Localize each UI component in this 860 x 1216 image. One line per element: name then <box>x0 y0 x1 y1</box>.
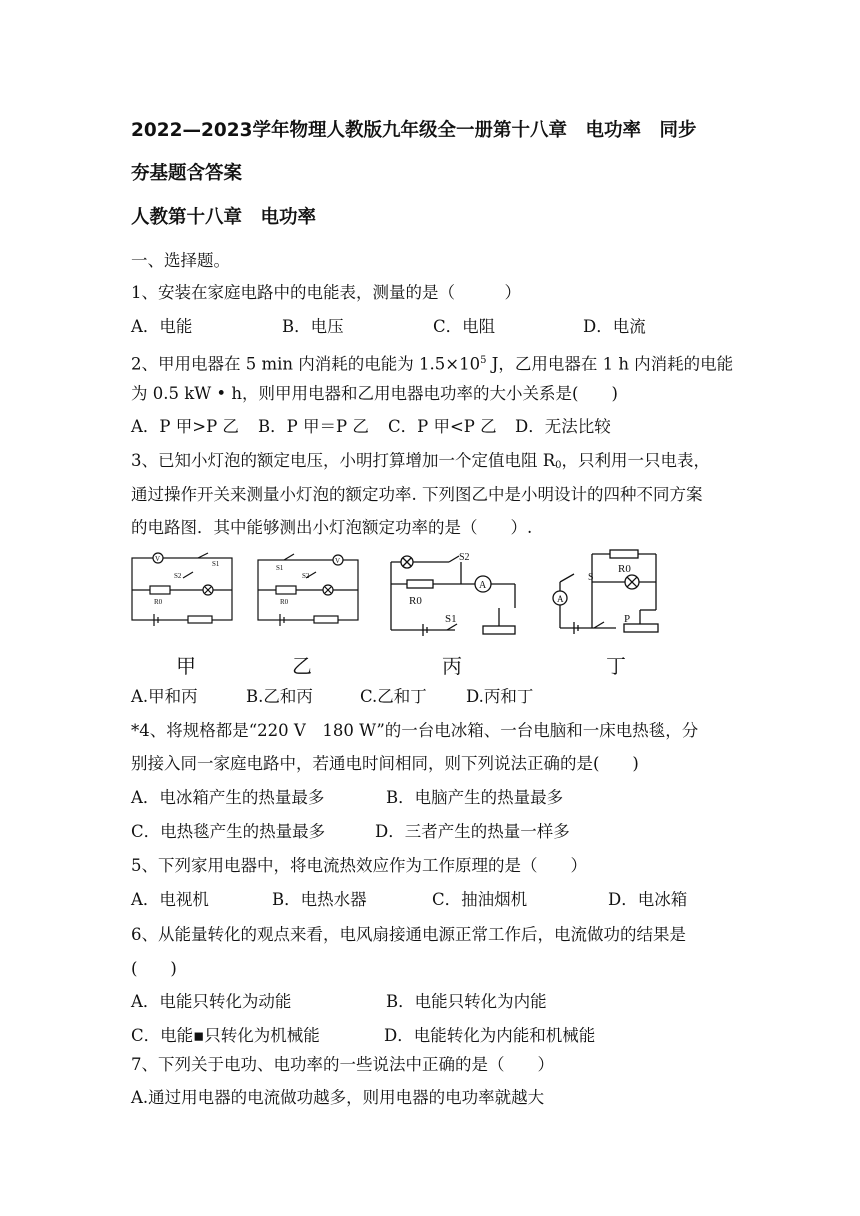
q2-stem-part: J，乙用电器在 1 h 内消耗的电能 <box>486 354 734 374</box>
q6-option-b: B．电能只转化为内能 <box>386 992 547 1011</box>
question-4-stem-line1: *4、将规格都是“220 V 180 W”的一台电冰箱、一台电脑和一床电热毯，分 <box>131 721 699 740</box>
q1-option-d: D．电流 <box>583 317 646 336</box>
q2-option-d: D．无法比较 <box>515 417 611 436</box>
q1-option-a: A．电能 <box>131 317 193 336</box>
circuit-diagram-ding <box>548 548 668 640</box>
part-heading: 一、选择题。 <box>131 251 230 270</box>
figure-label-bing: 丙 <box>442 654 462 678</box>
switch-label: S1 <box>445 613 457 625</box>
slider-label: P <box>624 613 631 625</box>
question-5-stem: 5、下列家用电器中，将电流热效应作为工作原理的是（ ） <box>131 856 587 875</box>
voltmeter-label: V <box>155 555 161 563</box>
switch-label: S <box>588 572 594 583</box>
switch-label: S2 <box>302 572 310 580</box>
q4-option-b: B．电脑产生的热量最多 <box>386 788 564 807</box>
circuit-yi-svg <box>254 548 364 628</box>
question-6-stem-line2: ( ) <box>131 959 177 978</box>
q2-option-b: B．P 甲＝P 乙 <box>258 417 369 436</box>
q6-option-c: C．电能▪只转化为机械能 <box>131 1026 320 1045</box>
figure-label-ding: 丁 <box>606 654 626 678</box>
question-4-stem-line2: 别接入同一家庭电路中，若通电时间相同，则下列说法正确的是( ) <box>131 754 639 773</box>
q7-option-a: A.通过用电器的电流做功越多，则用电器的电功率就越大 <box>131 1088 545 1107</box>
circuit-bing-svg <box>385 548 525 636</box>
q4-option-a: A．电冰箱产生的热量最多 <box>131 788 325 807</box>
question-7-stem: 7、下列关于电功、电功率的一些说法中正确的是（ ） <box>131 1055 554 1074</box>
q3-option-c: C.乙和丁 <box>360 687 427 706</box>
q5-option-c: C．抽油烟机 <box>432 890 528 909</box>
switch-label: S2 <box>459 552 470 563</box>
q3-option-d: D.丙和丁 <box>466 687 534 706</box>
q6-option-a: A．电能只转化为动能 <box>131 992 292 1011</box>
circuit-jia-svg <box>128 548 238 628</box>
figure-label-yi: 乙 <box>292 654 312 678</box>
q2-exponent: 5 <box>480 355 487 366</box>
question-2-stem-line1 <box>131 350 733 376</box>
figure-label-jia: 甲 <box>176 654 196 678</box>
q2-stem-part: 2、甲用电器在 5 min 内消耗的电能为 1.5×10 <box>131 354 481 374</box>
q3-subscript: 0 <box>555 460 562 471</box>
q5-option-b: B．电热水器 <box>272 890 367 909</box>
question-3-stem-line2: 通过操作开关来测量小灯泡的额定功率. 下列图乙中是小明设计的四种不同方案 <box>131 485 703 504</box>
q1-option-c: C．电阻 <box>433 317 496 336</box>
circuit-diagram-bing <box>385 548 525 636</box>
question-6-stem-line1: 6、从能量转化的观点来看，电风扇接通电源正常工作后，电流做功的结果是 <box>131 925 686 944</box>
resistor-label: R0 <box>154 598 163 606</box>
q5-option-d: D．电冰箱 <box>608 890 688 909</box>
circuit-diagram-jia <box>128 548 238 628</box>
q3-option-b: B.乙和丙 <box>246 687 313 706</box>
switch-label: S1 <box>212 560 220 568</box>
q1-option-b: B．电压 <box>282 317 344 336</box>
ammeter-label: A <box>557 594 564 604</box>
document-title-line1: 2022—2023学年物理人教版九年级全一册第十八章 电功率 同步 <box>131 120 697 141</box>
circuit-diagram-yi <box>254 548 364 628</box>
resistor-label: R0 <box>618 563 631 575</box>
circuit-ding-svg <box>548 548 668 640</box>
q3-stem-part: ，只利用一只电表， <box>561 451 711 470</box>
question-3-stem-line3: 的电路图．其中能够测出小灯泡额定功率的是（ ）. <box>131 518 533 537</box>
q6-option-d: D．电能转化为内能和机械能 <box>384 1026 596 1045</box>
voltmeter-label: V <box>335 557 341 565</box>
resistor-label: R0 <box>409 595 422 607</box>
section-title: 人教第十八章 电功率 <box>131 207 317 228</box>
q4-option-c: C．电热毯产生的热量最多 <box>131 822 326 841</box>
q4-option-d: D．三者产生的热量一样多 <box>375 822 570 841</box>
q5-option-a: A．电视机 <box>131 890 209 909</box>
switch-label: S2 <box>174 572 182 580</box>
switch-label: S1 <box>276 564 284 572</box>
q3-option-a: A.甲和丙 <box>131 687 198 706</box>
resistor-label: R0 <box>280 598 289 606</box>
q2-option-a: A．P 甲>P 乙 <box>131 417 239 436</box>
question-2-stem-line2: 为 0.5 kW • h，则甲用电器和乙用电器电功率的大小关系是( ) <box>131 384 618 403</box>
q2-option-c: C．P 甲<P 乙 <box>388 417 497 436</box>
document-title-line2: 夯基题含答案 <box>131 163 243 184</box>
question-1-stem: 1、安装在家庭电路中的电能表，测量的是（ ） <box>131 283 521 302</box>
question-3-stem-line1 <box>131 450 710 477</box>
ammeter-label: A <box>479 580 487 591</box>
q3-stem-part: 3、已知小灯泡的额定电压，小明打算增加一个定值电阻 R <box>131 451 556 470</box>
